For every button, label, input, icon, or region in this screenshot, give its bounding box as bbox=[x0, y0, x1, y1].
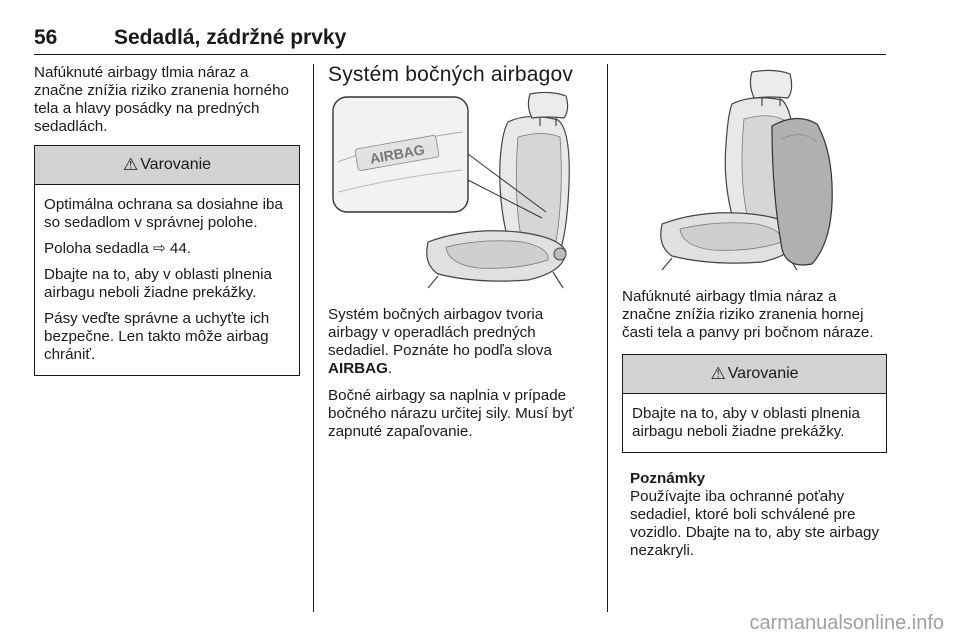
page-header bbox=[34, 24, 886, 55]
airbag-label: AIRBAG bbox=[368, 141, 426, 167]
airbag-keyword: AIRBAG bbox=[328, 360, 388, 377]
column-left bbox=[34, 64, 300, 376]
note-title: Poznámky bbox=[630, 470, 706, 487]
page-number: 56 bbox=[34, 26, 58, 49]
note-text: Používajte iba ochranné poťahy sedadiel, ktoré boli schválené pre vozidlo. Dbajte na to, aby ste airbagy nezakryli. bbox=[630, 488, 880, 559]
warning-header bbox=[623, 355, 886, 394]
paragraph: Bočné airbagy sa naplnia v prípade bočného nárazu určitej sily. Musí byť zapnuté zapaľovanie. bbox=[328, 387, 574, 440]
page-ref-link[interactable]: 44 bbox=[169, 240, 187, 257]
chapter-title: Sedadlá, zádržné prvky bbox=[114, 26, 347, 49]
paragraph-text: Systém bočných airbagov tvoria airbagy v operadlách predných sedadiel. Poznáte ho podľa slova bbox=[328, 306, 552, 359]
column-divider bbox=[607, 64, 608, 612]
warning-body bbox=[623, 394, 886, 452]
side-airbag-deployed-illustration bbox=[622, 64, 887, 274]
warning-box bbox=[622, 354, 887, 453]
seat-position-ref bbox=[44, 240, 290, 258]
warning-text: Optimálna ochrana sa dosiahne iba so sedadlom v správnej polohe. bbox=[44, 196, 283, 231]
warning-header bbox=[35, 146, 299, 185]
section-heading: Systém bočných airbagov bbox=[328, 63, 574, 86]
paragraph bbox=[328, 306, 593, 378]
intro-text: Nafúknuté airbagy tlmia náraz a značne znížia riziko zranenia horného tela a hlavy posádky na predných sedadlách. bbox=[34, 64, 289, 135]
warning-title: Varovanie bbox=[727, 365, 799, 382]
figure-caption: Nafúknuté airbagy tlmia náraz a značne znížia riziko zranenia hornej časti tela a panvy pri bočnom náraze. bbox=[622, 288, 874, 341]
ref-text: Poloha sedadla bbox=[44, 240, 153, 257]
column-middle bbox=[328, 64, 593, 450]
seat-airbag-illustration bbox=[328, 92, 593, 292]
ref-end: . bbox=[186, 240, 192, 257]
warning-text: Pásy veďte správne a uchyťte ich bezpečne. Len takto môže airbag chrániť. bbox=[44, 310, 270, 363]
warning-box bbox=[34, 145, 300, 376]
warning-icon: ⚠ bbox=[122, 155, 139, 174]
warning-text: Dbajte na to, aby v oblasti plnenia airbagu neboli žiadne prekážky. bbox=[44, 266, 272, 301]
note-box bbox=[622, 470, 887, 560]
warning-body bbox=[35, 185, 299, 375]
warning-title: Varovanie bbox=[140, 156, 212, 173]
warning-text: Dbajte na to, aby v oblasti plnenia airbagu neboli žiadne prekážky. bbox=[632, 405, 860, 440]
page-ref-icon: ⇨ bbox=[152, 240, 166, 257]
watermark: carmanualsonline.info bbox=[749, 612, 944, 634]
column-right bbox=[622, 64, 887, 560]
warning-icon: ⚠ bbox=[710, 364, 726, 383]
column-divider bbox=[313, 64, 314, 612]
paragraph-end: . bbox=[387, 360, 393, 377]
